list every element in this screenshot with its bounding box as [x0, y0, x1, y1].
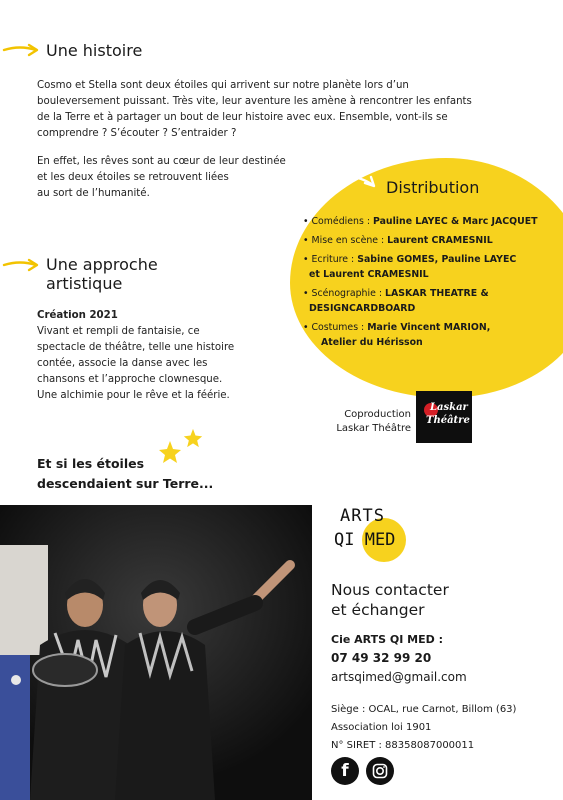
- distribution-name: Pauline LAYEC & Marc JACQUET: [372, 216, 538, 227]
- email-link[interactable]: artsqimed@gmail.com: [331, 670, 467, 684]
- laskar-logo: Laskar Théâtre: [416, 391, 472, 443]
- legal-info: Siège : OCAL, rue Carnot, Billom (63) Association loi 1901 N° SIRET : 88358087000011: [331, 704, 517, 751]
- histoire-paragraph-2: En effet, les rêves sont au cœur de leur destinée et les deux étoiles se retrouvent liées au sort de l’humanité.: [37, 156, 286, 199]
- distribution-name: DESIGNCARDBOARD: [309, 303, 416, 314]
- distribution-name: Laurent CRAMESNIL: [387, 235, 493, 246]
- contact-title: Nous contacter et échanger: [331, 581, 449, 619]
- arrow-icon: [340, 171, 380, 193]
- facebook-icon[interactable]: f: [331, 757, 359, 785]
- photo-illustration: [0, 505, 312, 800]
- star-icon: [183, 428, 203, 448]
- coproduction-text: Coproduction Laskar Théâtre: [336, 409, 411, 434]
- distribution-name: et Laurent CRAMESNIL: [309, 269, 429, 280]
- creation-label: Création 2021: [37, 310, 118, 321]
- distribution-name: Marie Vincent MARION,: [367, 322, 491, 333]
- distribution-name: LASKAR THEATRE &: [385, 288, 489, 299]
- distribution-item: [303, 320, 563, 350]
- distribution-name: Atelier du Hérisson: [321, 337, 423, 348]
- distribution-item: [303, 214, 563, 229]
- company-name: Cie ARTS QI MED :: [331, 633, 443, 646]
- distribution-title: Distribution: [386, 178, 480, 197]
- tagline: Et si les étoiles descendaient sur Terre...: [37, 456, 214, 491]
- distribution-role: • Scénographie :: [303, 288, 385, 299]
- approche-text: Création 2021 Vivant et rempli de fantaisie, ce spectacle de théâtre, telle une histoire contée, associe la danse avec les chansons et l’approche clownesque. Une alchimie pour le rêve et la féérie.: [37, 308, 297, 404]
- distribution-item: [303, 286, 563, 316]
- arts-qi-med-logo: ARTS QI MED: [332, 500, 408, 572]
- distribution-role: • Ecriture :: [303, 254, 358, 265]
- distribution-item: [303, 233, 563, 248]
- arrow-icon: [2, 42, 42, 58]
- approche-title: Une approche artistique: [46, 255, 158, 293]
- distribution-role: • Mise en scène :: [303, 235, 388, 246]
- arrow-icon: [2, 257, 42, 273]
- distribution-item: [303, 252, 563, 282]
- distribution-name: Sabine GOMES, Pauline LAYEC: [357, 254, 517, 265]
- distribution-role: • Comédiens :: [303, 216, 373, 227]
- distribution-list: [303, 214, 563, 354]
- performance-photo: [0, 505, 312, 800]
- distribution-role: • Costumes :: [303, 322, 368, 333]
- histoire-paragraph-1: Cosmo et Stella sont deux étoiles qui arrivent sur notre planète lors d’un bouleversement puissant. Très vite, leur aventure les amène à rencontrer les enfants de la Terre et à partager un bout de leur histoire avec eux. Ensemble, vont-ils se comprendre ? S’écouter ? S’entraider ?: [37, 80, 472, 139]
- instagram-icon[interactable]: [366, 757, 394, 785]
- phone-number[interactable]: 07 49 32 99 20: [331, 651, 432, 665]
- histoire-title: Une histoire: [46, 41, 143, 60]
